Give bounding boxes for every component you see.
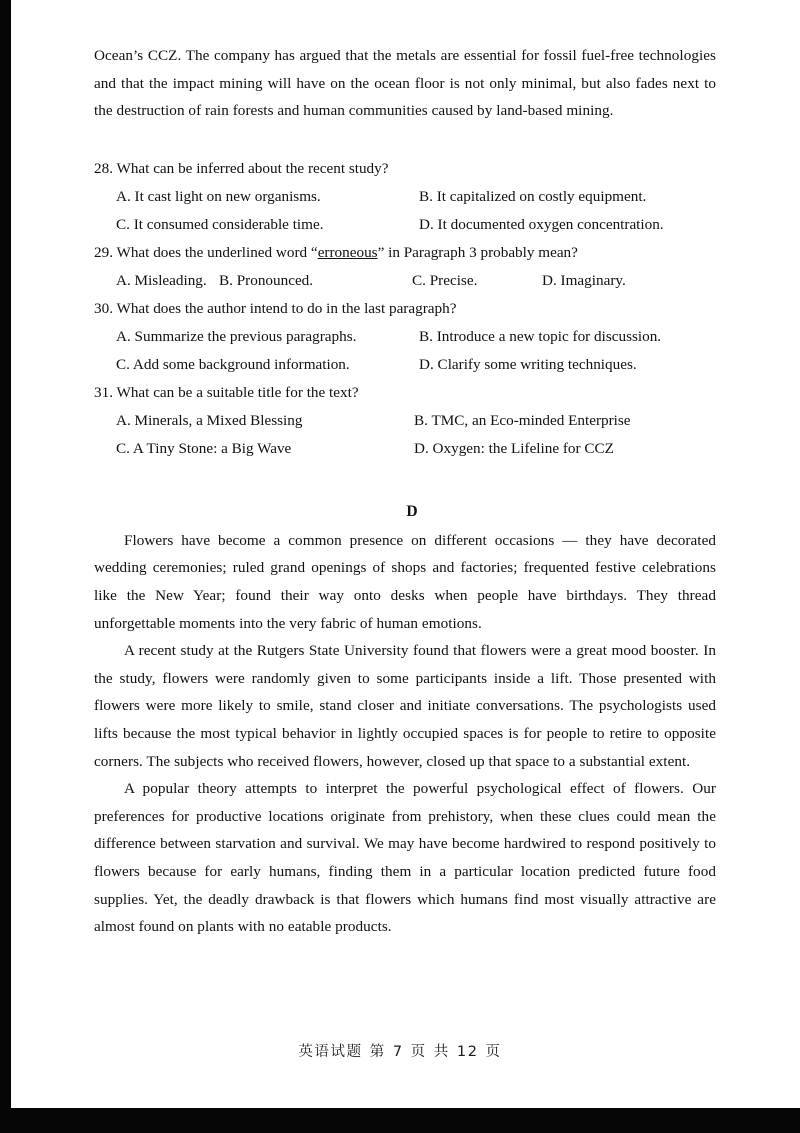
question-29-option-a[interactable]: A. Misleading.	[116, 271, 207, 289]
question-30-stem: 30. What does the author intend to do in the last paragraph?	[94, 299, 457, 317]
question-30-options-row-1	[94, 323, 716, 351]
footer-page-unit: 页	[410, 1044, 427, 1060]
section-d-paragraph-1: Flowers have become a common presence on different occasions — they have decorated wedding ceremonies; ruled grand openings of shops and factories; frequented festive celebrations like the New Year; found their way onto desks when people have birthdays. They thread unforgettable moments into the very fabric of human emotions.	[94, 531, 716, 632]
question-30-options-row-2	[94, 351, 716, 379]
question-29	[94, 239, 716, 295]
question-29-stem	[94, 239, 716, 267]
question-31-stem: 31. What can be a suitable title for the text?	[94, 383, 359, 401]
question-28-option-b[interactable]: B. It capitalized on costly equipment.	[419, 187, 647, 205]
question-28	[94, 155, 716, 239]
question-29-underlined-word: erroneous	[317, 243, 378, 261]
question-31-option-d[interactable]: D. Oxygen: the Lifeline for CCZ	[414, 439, 614, 457]
question-29-stem-after: ” in Paragraph 3 probably mean?	[377, 243, 578, 261]
question-30-option-a[interactable]: A. Summarize the previous paragraphs.	[116, 327, 357, 345]
question-31-option-a[interactable]: A. Minerals, a Mixed Blessing	[116, 411, 303, 429]
page-footer	[0, 1040, 800, 1061]
question-29-option-b[interactable]: B. Pronounced.	[219, 271, 314, 289]
question-28-stem: 28. What can be inferred about the recent study?	[94, 159, 389, 177]
question-29-option-c[interactable]: C. Precise.	[412, 271, 478, 289]
question-29-option-d[interactable]: D. Imaginary.	[542, 271, 626, 289]
question-30-option-c[interactable]: C. Add some background information.	[116, 355, 350, 373]
question-30-option-d[interactable]: D. Clarify some writing techniques.	[419, 355, 637, 373]
question-28-options-row-2	[94, 211, 716, 239]
footer-page-label: 第	[369, 1044, 386, 1060]
scan-edge-artifact-bottom	[0, 1108, 800, 1133]
footer-page-number: 7	[392, 1044, 404, 1060]
question-28-option-d[interactable]: D. It documented oxygen concentration.	[419, 215, 664, 233]
section-letter-d: D	[406, 502, 418, 520]
question-28-option-c[interactable]: C. It consumed considerable time.	[116, 215, 324, 233]
section-d-paragraph-3: A popular theory attempts to interpret the powerful psychological effect of flowers. Our preferences for productive locations originate from prehistory, when these clues could mean the difference between starvation and survival. We may have become hardwired to respond positively to flowers because for early humans, finding them in a particular location predicted future food supplies. Yet, the deadly drawback is that flowers which humans find most visually attractive are almost found on plants with no eatable products.	[94, 780, 716, 936]
section-d-paragraph-2: A recent study at the Rutgers State University found that flowers were a great mood booster. In the study, flowers were randomly given to some participants inside a lift. Those presented with flowers were more likely to smile, stand closer and initiate conversations. The psychologists used lifts because the most typical behavior in lightly occupied spaces is for people to retire to opposite corners. The subjects who received flowers, however, closed up that space to a substantial extent.	[94, 642, 716, 770]
question-28-options-row-1	[94, 183, 716, 211]
footer-total-label: 共	[433, 1044, 450, 1060]
question-31-option-b[interactable]: B. TMC, an Eco-minded Enterprise	[414, 411, 631, 429]
lead-paragraph: Ocean’s CCZ. The company has argued that the metals are essential for fossil fuel-free technologies and that the impact mining will have on the ocean floor is not only minimal, but also fades next to the destruction of rain forests and human communities caused by land-based mining.	[94, 47, 716, 120]
question-31-option-c[interactable]: C. A Tiny Stone: a Big Wave	[116, 439, 292, 457]
question-28-option-a[interactable]: A. It cast light on new organisms.	[116, 187, 321, 205]
question-31	[94, 379, 716, 463]
scan-edge-artifact-left	[0, 0, 11, 1110]
footer-total-unit: 页	[485, 1044, 502, 1060]
question-31-options-row-2	[94, 435, 716, 463]
question-30	[94, 295, 716, 379]
footer-subject: 英语试题	[298, 1044, 363, 1060]
footer-total-number: 12	[456, 1044, 479, 1060]
question-29-options-row	[94, 267, 716, 295]
page-content	[94, 42, 716, 941]
question-29-stem-before: 29. What does the underlined word “	[94, 243, 318, 261]
question-31-options-row-1	[94, 407, 716, 435]
question-30-option-b[interactable]: B. Introduce a new topic for discussion.	[419, 327, 662, 345]
